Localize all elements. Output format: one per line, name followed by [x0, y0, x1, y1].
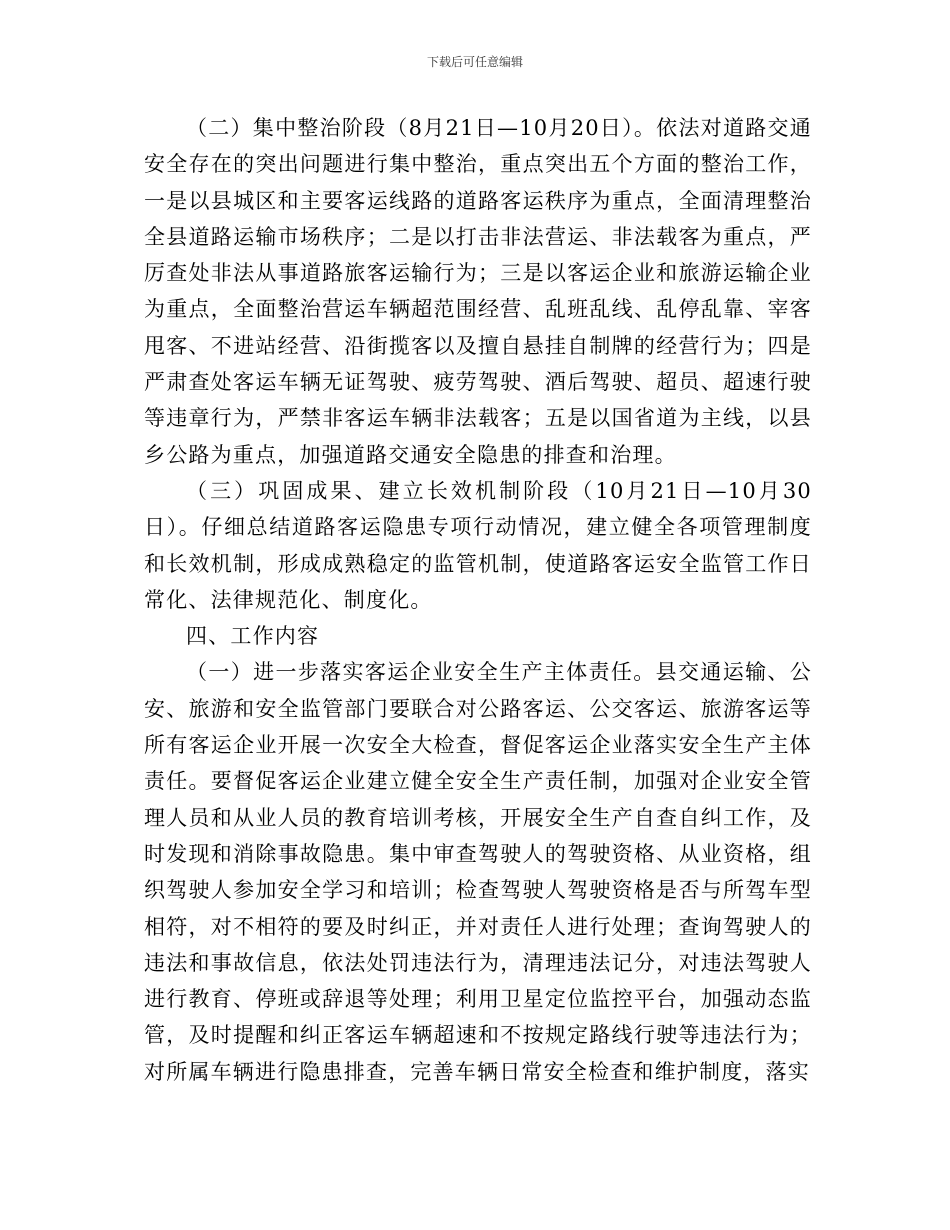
paragraph-item-one: （一）进一步落实客运企业安全生产主体责任。县交通运输、公安、旅游和安全监管部门要联合对公路客运、公交客运、旅游客运等所有客运企业开展一次安全大检查，督促客运企业落实安全生产主体责任。要督促客运企业建立健全安全生产责任制，加强对企业安全管理人员和从业人员的教育培训考核，开展安全生产自查自纠工作，及时发现和消除事故隐患。集中审查驾驶人的驾驶资格、从业资格，组织驾驶人参加安全学习和培训；检查驾驶人驾驶资格是否与所驾车型相符，对不相符的要及时纠正，并对责任人进行处理；查询驾驶人的违法和事故信息，依法处罚违法行为，清理违法记分，对违法驾驶人进行教育、停班或辞退等处理；利用卫星定位监控平台，加强动态监管，及时提醒和纠正客运车辆超速和不按规定路线行驶等违法行为；对所属车辆进行隐患排查，完善车辆日常安全检查和维护制度，落实	[144, 660, 812, 1084]
paragraph-stage-two: （二）集中整治阶段（8月21日—10月20日）。依法对道路交通安全存在的突出问题进行集中整治，重点突出五个方面的整治工作，一是以县城区和主要客运线路的道路客运秩序为重点，全面清理整治全县道路运输市场秩序；二是以打击非法营运、非法载客为重点，严厉查处非法从事道路旅客运输行为；三是以客运企业和旅游运输企业为重点，全面整治营运车辆超范围经营、乱班乱线、乱停乱靠、宰客甩客、不进站经营、沿街揽客以及擅自悬挂自制牌的经营行为；四是严肃查处客运车辆无证驾驶、疲劳驾驶、酒后驾驶、超员、超速行驶等违章行为，严禁非客运车辆非法载客；五是以国省道为主线，以县乡公路为重点，加强道路交通安全隐患的排查和治理。	[144, 116, 812, 467]
section-heading-work-content: 四、工作内容	[186, 624, 320, 649]
page-header: 下载后可任意编辑	[426, 55, 523, 69]
paragraph-stage-three: （三）巩固成果、建立长效机制阶段（10月21日—10月30日）。仔细总结道路客运隐患专项行动情况，建立健全各项管理制度和长效机制，形成成熟稳定的监管机制，使道路客运安全监管工作日常化、法律规范化、制度化。	[144, 478, 812, 612]
document-body	[144, 110, 812, 1090]
